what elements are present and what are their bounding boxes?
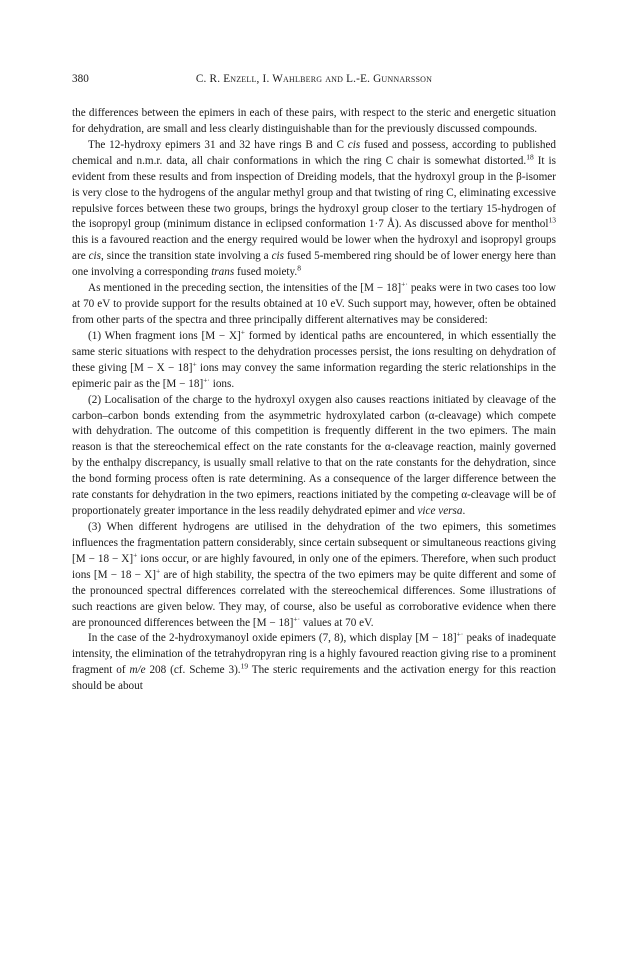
body-paragraph: (1) When fragment ions [M − X]+ formed by identical paths are encountered, in which essentially the same steric situations with respect to the dehydration processes persist, the ions resulting on dehydration of these giving [M − X − 18]+ ions may convey the same information regarding the steric relationships in the epimeric pair as the [M − 18]+· ions.	[72, 327, 556, 390]
body-paragraph: (2) Localisation of the charge to the hydroxyl oxygen also causes reactions initiated by cleavage of the carbon–carbon bonds extending from the asymmetric hydroxylated carbon (α-cleavage) which compete with dehydration. The outcome of this competition is frequently different in the two epimers. The main reason is that the stereochemical effect on the rate constants for the α-cleavage reaction, mainly governed by the enthalpy discrepancy, is usually small relative to that on the rate constants for the dehydration, since the bond forming process often is rate determining. As a consequence of the larger difference between the rate constants for dehydration in the two epimers, reactions initiated by the competing α-cleavage will be of proportionately greater importance in the less readily dehydrated epimer and vice versa.	[72, 393, 556, 518]
body-paragraph: As mentioned in the preceding section, the intensities of the [M − 18]+· peaks were in two cases too low at 70 eV to provide support for the results obtained at 10 eV. Such support may, however, often be obtained from other parts of the spectra and three principally different alternatives may be considered:	[72, 279, 556, 326]
page-number: 380	[72, 73, 89, 85]
body-paragraph: the differences between the epimers in each of these pairs, with respect to the steric and energetic situation for dehydration, are small and less clearly distinguishable than for the previously discussed compounds.	[72, 107, 556, 135]
body-paragraph: (3) When different hydrogens are utilised in the dehydration of the two epimers, this sometimes influences the fragmentation pattern considerably, since certain subsequent or simultaneous reactions giving [M − 18 − X]+ ions occur, or are highly favoured, in only one of the epimers. Therefore, when such product ions [M − 18 − X]+ are of high stability, the spectra of the two epimers may be quite different and some of the pronounced spectral differences correlated with the stereochemical differences. Some illustrations of such reactions are given below. They may, of course, also be useful as corroborative evidence when there are pronounced differences between the [M − 18]+· values at 70 eV.	[72, 520, 556, 629]
running-head-authors: C. R. Enzell, I. Wahlberg and L.-E. Gunnarsson	[195, 73, 433, 85]
body-paragraph: The 12-hydroxy epimers 31 and 32 have rings B and C cis fused and possess, according to published chemical and n.m.r. data, all chair conformations in which the ring C chair is somewhat distorted.$^{18}$ It is evident from these results and from inspection of Dreiding models, that the hydroxyl group in the β-isomer is very close to the hydrogens of the angular methyl group and that twisting of ring C, eliminating excessive repulsive forces between these two groups, brings the hydroxyl group closer to the tertiary 15-hydrogen of the isopropyl group (minimum distance in eclipsed conformation 1·7 Å). As discussed above for menthol$^{13}$ this is a favoured reaction and the energy required would be lower when the hydroxyl and isopropyl groups are cis, since the transition state involving a cis fused 5-membered ring should be of lower energy here than one involving a corresponding trans fused moiety.$^8$	[72, 138, 557, 279]
running-head	[72, 71, 556, 87]
body-paragraph: In the case of the 2-hydroxymanoyl oxide epimers (7, 8), which display [M − 18]+· peaks of inadequate intensity, the elimination of the tetrahydropyran ring is a highly favoured reaction giving rise to a prominent fragment of m/e 208 (cf. Scheme 3).$^{19}$ The steric requirements and the activation energy for this reaction should be about	[72, 629, 556, 693]
article-body	[72, 106, 556, 695]
